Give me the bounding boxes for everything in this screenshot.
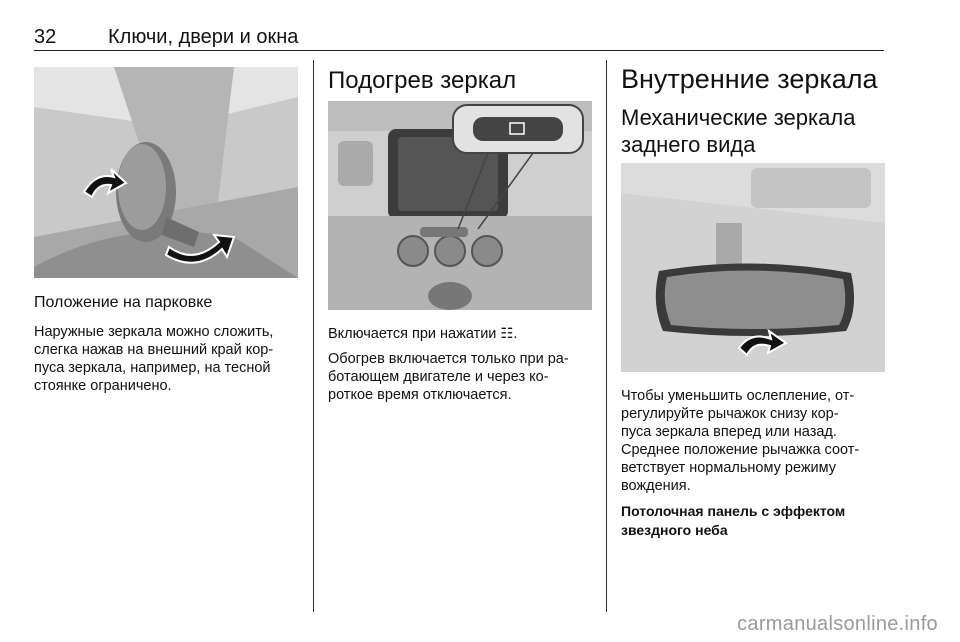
folding-mirror-figure (34, 67, 298, 278)
body-text: роткое время отключается. (328, 387, 512, 403)
body-text: слегка нажав на внешний край кор- (34, 342, 274, 358)
body-text: Обогрев включается только при ра- (328, 351, 569, 367)
rearview-mirror-illustration (621, 163, 885, 372)
page-header (34, 26, 884, 51)
watermark: carmanualsonline.info (737, 613, 938, 635)
body-text: Среднее положение рычажка соот- (621, 442, 860, 458)
section-heading-parking: Положение на парковке (34, 294, 213, 311)
page-title: Ключи, двери и окна (108, 26, 299, 48)
subheading-rearview: Механические зеркала (621, 105, 856, 130)
dashboard-illustration (328, 101, 592, 310)
body-text: вождения. (621, 478, 691, 494)
subheading-starry-sky: звездного неба (621, 522, 728, 538)
body-text: Включается при нажатии ☷. (328, 326, 518, 342)
body-text: стоянке ограничено. (34, 378, 172, 394)
body-text: регулируйте рычажок снизу кор- (621, 406, 839, 422)
body-text: пуса зеркала вперед или назад. (621, 424, 837, 440)
section-heading-heated-mirrors: Подогрев зеркал (328, 67, 517, 94)
body-text: ветствует нормальному режиму (621, 460, 837, 476)
column-divider (606, 60, 607, 612)
body-text: пуса зеркала, например, на тесной (34, 360, 271, 376)
rearview-mirror-figure (621, 163, 885, 372)
section-heading-interior-mirrors: Внутренние зеркала (621, 64, 878, 94)
body-text: ботающем двигателе и через ко- (328, 369, 549, 385)
column-divider (313, 60, 314, 612)
folding-mirror-illustration (34, 67, 298, 278)
body-text: Наружные зеркала можно сложить, (34, 324, 274, 340)
subheading-starry-sky: Потолочная панель с эффектом (621, 503, 846, 519)
dashboard-figure (328, 101, 592, 310)
subheading-rearview: заднего вида (621, 132, 756, 157)
body-text: Чтобы уменьшить ослепление, от- (621, 388, 855, 404)
page-number: 32 (34, 26, 57, 48)
